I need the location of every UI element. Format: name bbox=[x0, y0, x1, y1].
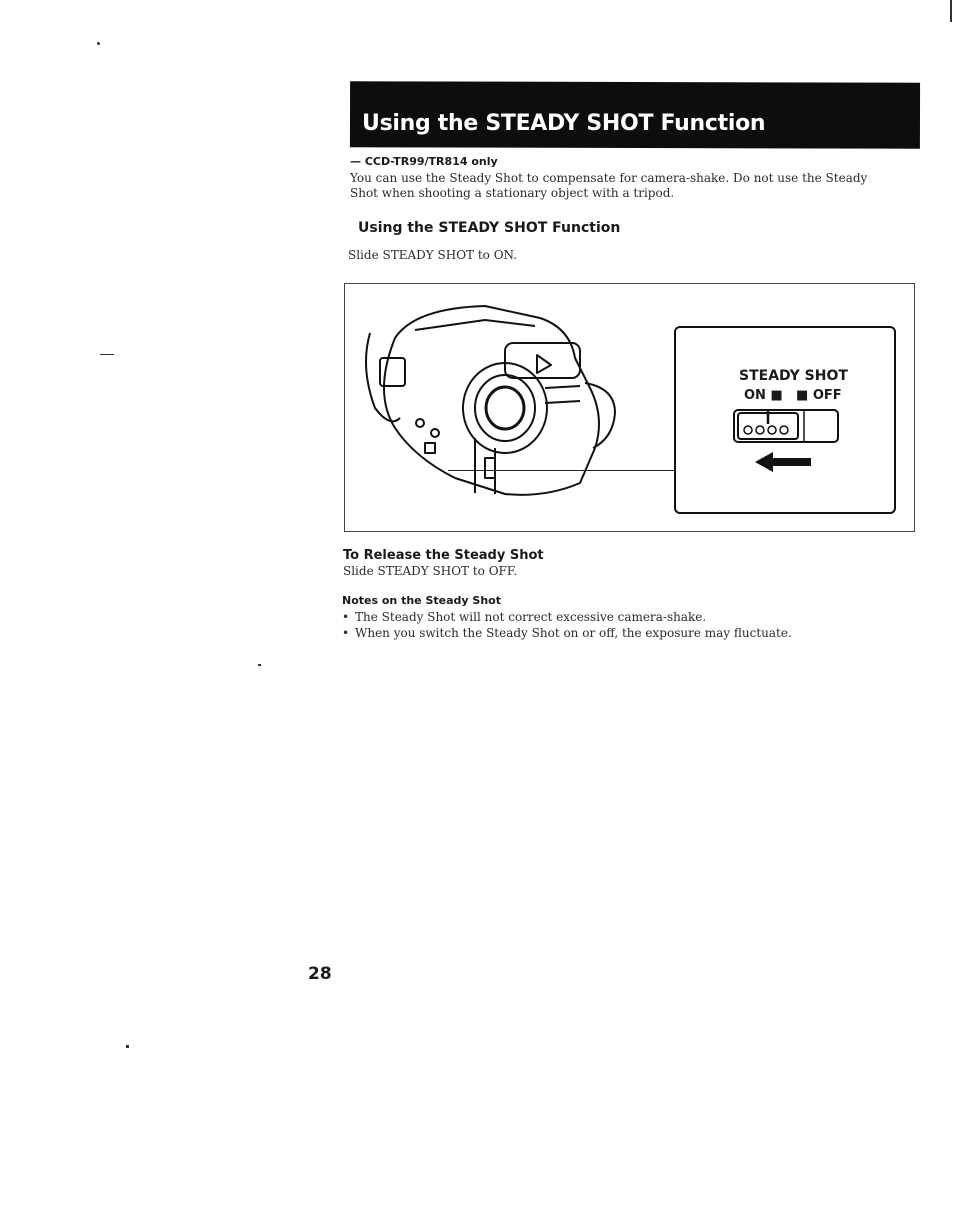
scan-speck bbox=[100, 354, 114, 355]
scan-speck bbox=[950, 0, 952, 22]
intro-paragraph: You can use the Steady Shot to compensate for camera-shake. Do not use the Steady Shot when shooting a stationary object with a tripod. bbox=[350, 171, 868, 200]
scan-speck bbox=[126, 1045, 129, 1048]
switch-title: STEADY SHOT bbox=[739, 368, 848, 384]
instruction-text: Slide STEADY SHOT to ON. bbox=[348, 248, 518, 262]
arrow-left-icon bbox=[755, 450, 815, 474]
notes-heading: Notes on the Steady Shot bbox=[342, 594, 501, 607]
release-heading: To Release the Steady Shot bbox=[343, 548, 544, 563]
page-number: 28 bbox=[308, 964, 332, 984]
page-title: Using the STEADY SHOT Function bbox=[362, 111, 766, 136]
model-note: — CCD-TR99/TR814 only bbox=[350, 155, 498, 168]
switch-off-label: ■ OFF bbox=[796, 388, 842, 403]
scan-speck bbox=[258, 664, 261, 666]
slide-switch-icon bbox=[732, 406, 842, 446]
leader-line bbox=[448, 470, 676, 471]
list-item: • When you switch the Steady Shot on or off, the exposure may fluctuate. bbox=[342, 625, 842, 641]
scan-speck bbox=[97, 42, 100, 45]
camcorder-illustration bbox=[355, 298, 685, 503]
list-item: • The Steady Shot will not correct excessive camera-shake. bbox=[342, 609, 842, 625]
section-subheading: Using the STEADY SHOT Function bbox=[358, 220, 621, 236]
switch-on-label: ON ■ bbox=[744, 388, 783, 403]
release-text: Slide STEADY SHOT to OFF. bbox=[343, 564, 518, 578]
notes-list bbox=[342, 609, 842, 641]
